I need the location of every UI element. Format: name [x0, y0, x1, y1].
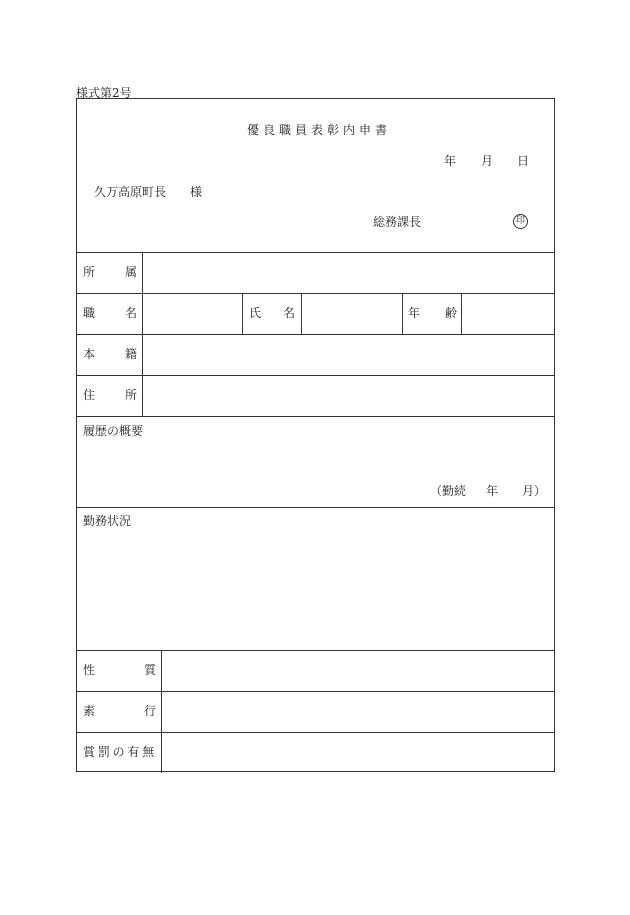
- divider: [77, 691, 554, 692]
- divider: [461, 293, 462, 334]
- address-label-1: 住: [83, 388, 96, 402]
- divider: [161, 650, 162, 773]
- divider: [77, 650, 554, 651]
- history-label: 履歴の概要: [83, 424, 144, 438]
- addressee-name: 久万高原町長: [94, 185, 167, 199]
- form-number: 様式第2号: [76, 86, 132, 100]
- divider: [301, 293, 302, 334]
- addressee-honorific: 様: [190, 185, 203, 199]
- sender-title: 総務課長: [373, 215, 422, 229]
- registry-label-2: 籍: [125, 347, 138, 361]
- age-label-1: 年: [408, 306, 421, 320]
- address-label-2: 所: [125, 388, 138, 402]
- conduct-label-1: 素: [83, 704, 96, 718]
- conduct-label-2: 行: [144, 704, 157, 718]
- position-label-1: 職: [83, 306, 96, 320]
- date-year-label: 年: [444, 154, 457, 168]
- divider: [77, 334, 554, 335]
- form-frame: [76, 98, 555, 772]
- rewards-label: 賞 罰 の 有 無: [83, 745, 154, 759]
- divider: [402, 293, 403, 334]
- seal-icon: 印: [513, 214, 528, 229]
- divider: [77, 293, 554, 294]
- affiliation-label-2: 属: [125, 265, 138, 279]
- tenure-month-label: 月）: [522, 484, 547, 498]
- date-month-label: 月: [481, 154, 494, 168]
- affiliation-label-1: 所: [83, 265, 96, 279]
- character-label-2: 質: [144, 663, 157, 677]
- position-label-2: 名: [125, 306, 138, 320]
- registry-label-1: 本: [83, 347, 96, 361]
- age-label-2: 齢: [445, 306, 458, 320]
- divider: [77, 252, 554, 253]
- name-label-2: 名: [283, 306, 296, 320]
- divider: [77, 507, 554, 508]
- form-title: 優良職員表彰内申書: [247, 123, 392, 137]
- divider: [77, 416, 554, 417]
- divider: [242, 293, 243, 334]
- character-label-1: 性: [83, 663, 96, 677]
- divider: [77, 732, 554, 733]
- name-label-1: 氏: [249, 306, 262, 320]
- date-day-label: 日: [517, 154, 530, 168]
- divider: [77, 375, 554, 376]
- tenure-year-label: 年: [486, 484, 499, 498]
- tenure-open: （勤続: [430, 484, 467, 498]
- work-status-label: 勤務状況: [83, 514, 132, 528]
- divider: [142, 252, 143, 416]
